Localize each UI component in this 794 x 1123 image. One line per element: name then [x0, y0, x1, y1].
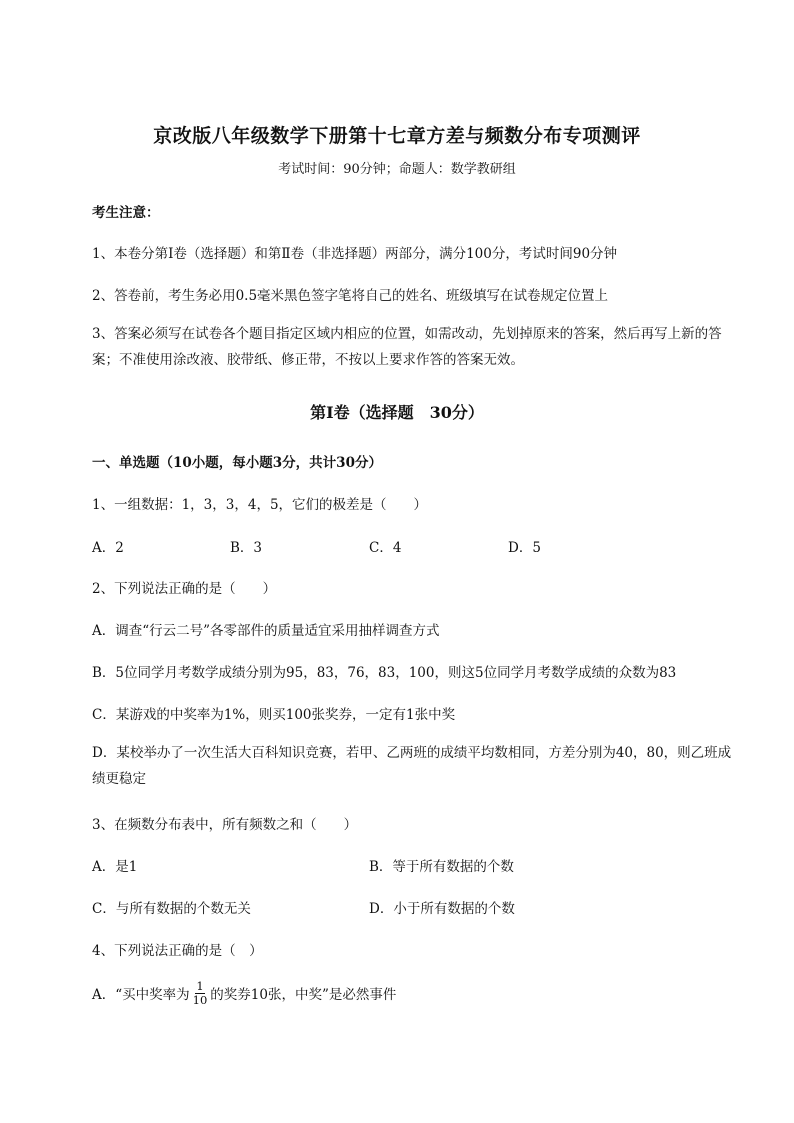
- option-d: D．某校举办了一次生活大百科知识竞赛，若甲、乙两班的成绩平均数相同，方差分别为40，80，则乙班成绩更稳定: [92, 745, 732, 787]
- option-d: D．小于所有数据的个数: [369, 901, 515, 917]
- question-stem: 1、一组数据：1，3，3，4，5，它们的极差是（ ）: [92, 497, 428, 513]
- option-text: 的奖券10张，中奖”是必然事件: [210, 987, 397, 1003]
- option-text: A．“买中奖率为: [92, 987, 190, 1003]
- notice-item: 1、本卷分第I卷（选择题）和第Ⅱ卷（非选择题）两部分，满分100分，考试时间90分钟: [92, 246, 618, 262]
- fraction: [192, 980, 209, 1007]
- question-stem: 3、在频数分布表中，所有频数之和（ ）: [92, 817, 358, 833]
- question-stem: 2、下列说法正确的是（ ）: [92, 581, 277, 597]
- question-stem: 4、下列说法正确的是（ ）: [92, 943, 263, 959]
- fraction-denominator: 10: [192, 993, 208, 1007]
- option-a: A．调查“行云二号”各零部件的质量适宜采用抽样调查方式: [92, 623, 440, 639]
- option-d: D．5: [508, 540, 541, 556]
- notice-item: 2、答卷前，考生务必用0.5毫米黑色签字笔将自己的姓名、班级填写在试卷规定位置上: [92, 288, 609, 304]
- option-c: C．4: [369, 540, 402, 556]
- option-a: A．2: [92, 540, 124, 556]
- notice-heading: 考生注意：: [92, 205, 160, 221]
- option-a: A．是1: [92, 859, 138, 875]
- option-c: C．与所有数据的个数无关: [92, 901, 251, 917]
- option-b: B．3: [230, 540, 263, 556]
- section-title: 一、单选题（10小题，每小题3分，共计30分）: [92, 455, 382, 471]
- part-title: 第I卷（选择题 30分）: [310, 403, 484, 422]
- page-title: 京改版八年级数学下册第十七章方差与频数分布专项测评: [153, 125, 641, 147]
- option-a: [92, 979, 397, 1009]
- option-b: B．等于所有数据的个数: [369, 859, 514, 875]
- option-b: B．5位同学月考数学成绩分别为95，83，76，83，100，则这5位同学月考数学成绩的众数为83: [92, 665, 677, 681]
- fraction-numerator: 1: [196, 979, 204, 993]
- exam-info: 考试时间：90分钟；命题人：数学教研组: [278, 162, 516, 177]
- option-c: C．某游戏的中奖率为1%，则买100张奖券，一定有1张中奖: [92, 707, 456, 723]
- notice-item: 3、答案必须写在试卷各个题目指定区域内相应的位置，如需改动，先划掉原来的答案，然后再写上新的答案；不准使用涂改液、胶带纸、修正带，不按以上要求作答的答案无效。: [92, 326, 722, 368]
